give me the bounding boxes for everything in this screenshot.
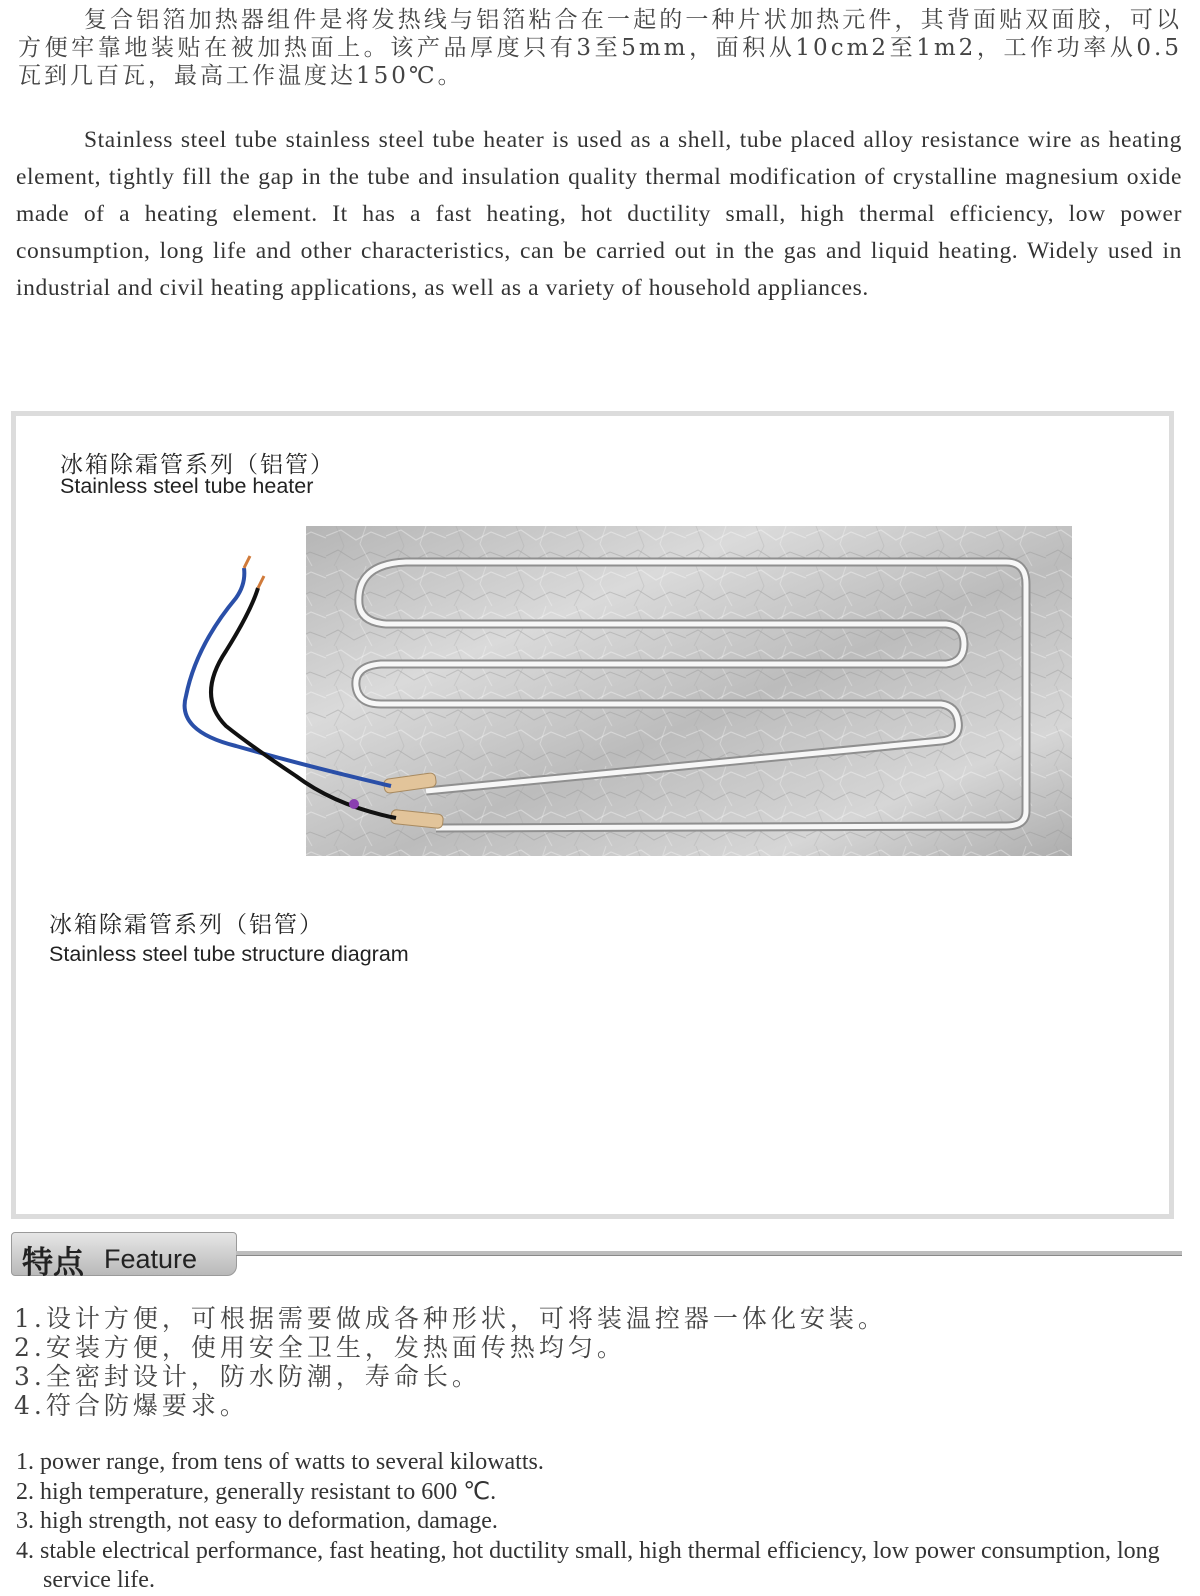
- list-item: 4.符合防爆要求。: [14, 1391, 249, 1420]
- feature-list-chinese: [14, 1304, 887, 1420]
- section-divider: [236, 1251, 1182, 1256]
- intro-chinese-paragraph: 复合铝箔加热器组件是将发热线与铝箔粘合在一起的一种片状加热元件，其背面贴双面胶，可以方便牢靠地装贴在被加热面上。该产品厚度只有3至5mm，面积从10cm2至1m2，工作功率从0.5瓦到几百瓦，最高工作温度达150℃。: [18, 7, 1182, 89]
- list-item: 4. stable electrical performance, fast heating, hot ductility small, high thermal efficiency, low power consumption, long service life.: [16, 1537, 1160, 1593]
- feature-title-english: Feature: [104, 1244, 198, 1274]
- list-item: 2. high temperature, generally resistant to 600 ℃.: [16, 1478, 497, 1505]
- list-item: 1. power range, from tens of watts to several kilowatts.: [16, 1449, 544, 1475]
- product-image-panel: [11, 411, 1174, 1219]
- list-item: 3. high strength, not easy to deformation, damage.: [16, 1508, 498, 1534]
- product-caption-english: Stainless steel tube heater: [60, 474, 314, 498]
- list-item: 3.全密封设计，防水防潮，寿命长。: [14, 1362, 481, 1391]
- feature-section-tab: [11, 1232, 237, 1281]
- aluminum-foil-heater-photo: [146, 526, 1101, 866]
- product-caption-chinese: 冰箱除霜管系列（铝管）: [60, 452, 335, 478]
- diagram-caption-english: Stainless steel tube structure diagram: [49, 942, 409, 966]
- feature-title-chinese: 特点: [22, 1245, 84, 1281]
- diagram-caption-chinese: 冰箱除霜管系列（铝管）: [49, 912, 324, 938]
- intro-english-paragraph: Stainless steel tube stainless steel tube heater is used as a shell, tube placed alloy resistance wire as heating element, tightly fill the gap in the tube and insulation quality thermal modification of crystalline magnesium oxide made of a heating element. It has a fast heating, hot ductility small, high thermal efficiency, low power consumption, long life and other characteristics, can be carried out in the gas and liquid heating. Widely used in industrial and civil heating applications, as well as a variety of household appliances.: [16, 127, 1182, 301]
- list-item: 2.安装方便，使用安全卫生，发热面传热均匀。: [14, 1333, 626, 1362]
- list-item: 1.设计方便，可根据需要做成各种形状，可将装温控器一体化安装。: [14, 1304, 887, 1333]
- feature-list-english: [16, 1448, 1166, 1596]
